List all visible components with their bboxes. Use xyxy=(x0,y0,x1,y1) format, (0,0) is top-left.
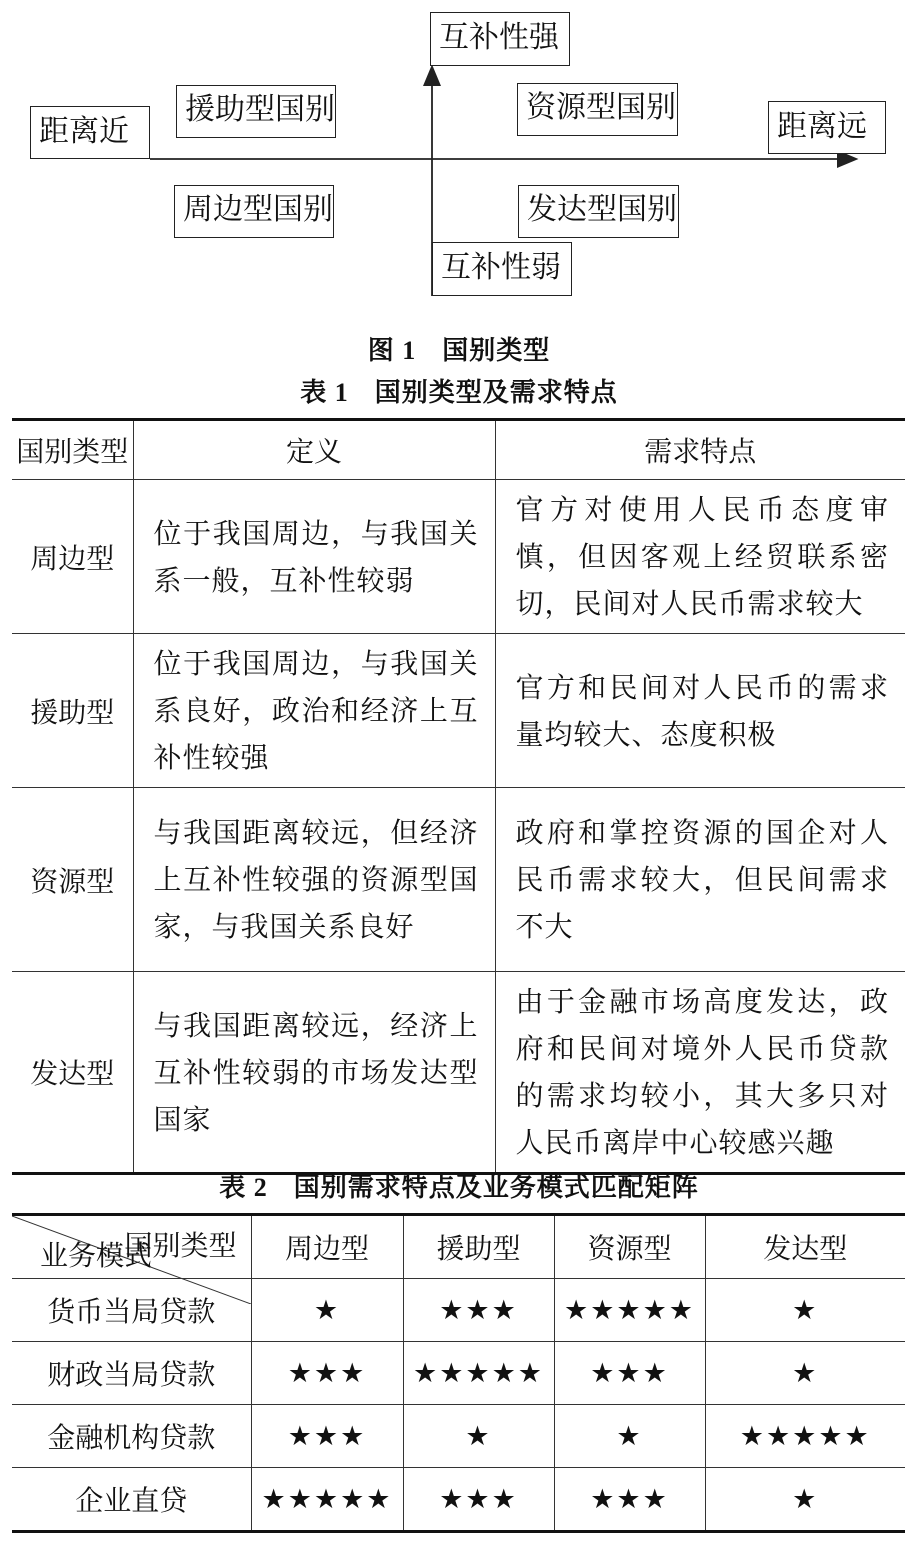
star-rating: ★★★★★ xyxy=(251,1468,403,1532)
table-2-title: 国别需求特点及业务模式匹配矩阵 xyxy=(293,1173,699,1203)
definition-cell: 位于我国周边，与我国关系一般，互补性较弱 xyxy=(133,480,495,634)
node-resource: 资源型国别 xyxy=(517,83,678,136)
star-rating: ★★★ xyxy=(554,1468,705,1532)
node-periphery: 周边型国别 xyxy=(174,185,334,238)
demand-cell: 政府和掌控资源的国企对人民币需求较大，但民间需求不大 xyxy=(495,788,905,972)
table-row xyxy=(12,1468,905,1532)
table-row xyxy=(12,1405,905,1468)
star-rating: ★ xyxy=(403,1405,554,1468)
table-row xyxy=(12,1342,905,1405)
demand-cell: 官方和民间对人民币的需求量均较大、态度积极 xyxy=(495,634,905,788)
country-type: 周边型 xyxy=(12,480,133,634)
table-1-header: 国别类型 xyxy=(12,420,133,480)
definition-cell: 与我国距离较远，经济上互补性较弱的市场发达型国家 xyxy=(133,972,495,1174)
figure-1-number: 图 1 xyxy=(367,336,417,365)
star-rating: ★ xyxy=(554,1405,705,1468)
table-1-title: 国别类型及需求特点 xyxy=(374,378,618,408)
table-row xyxy=(12,972,905,1174)
column-header: 资源型 xyxy=(554,1215,705,1279)
table-2-header-row xyxy=(12,1215,905,1279)
business-mode: 财政当局贷款 xyxy=(12,1342,251,1405)
definition-cell: 位于我国周边，与我国关系良好，政治和经济上互补性较强 xyxy=(133,634,495,788)
node-near: 距离近 xyxy=(30,106,150,159)
star-rating: ★★★ xyxy=(403,1279,554,1342)
star-rating: ★★★★★ xyxy=(705,1405,905,1468)
table-1-number: 表 1 xyxy=(300,378,349,407)
table-1 xyxy=(12,418,905,1175)
star-rating: ★ xyxy=(251,1279,403,1342)
corner-label-business-mode: 业务模式 xyxy=(40,1239,153,1272)
star-rating: ★ xyxy=(705,1279,905,1342)
star-rating: ★★★★★ xyxy=(403,1342,554,1405)
business-mode: 货币当局贷款 xyxy=(12,1279,251,1342)
country-type: 资源型 xyxy=(12,788,133,972)
star-rating: ★★★ xyxy=(403,1468,554,1532)
country-type: 援助型 xyxy=(12,634,133,788)
demand-cell: 由于金融市场高度发达，政府和民间对境外人民币贷款的需求均较小，其大多只对人民币离岸中心较感兴趣 xyxy=(495,972,905,1174)
table-1-header: 需求特点 xyxy=(495,420,905,480)
table-row xyxy=(12,788,905,972)
business-mode: 企业直贷 xyxy=(12,1468,251,1532)
star-rating: ★ xyxy=(705,1468,905,1532)
figure-1-caption xyxy=(0,330,918,367)
star-rating: ★★★★★ xyxy=(554,1279,705,1342)
node-weak: 互补性弱 xyxy=(432,242,572,296)
table-2 xyxy=(12,1213,905,1533)
node-developed: 发达型国别 xyxy=(518,185,679,238)
business-mode: 金融机构贷款 xyxy=(12,1405,251,1468)
figure-1-title: 国别类型 xyxy=(442,336,551,366)
table-1-caption xyxy=(0,372,918,409)
star-rating: ★★★ xyxy=(251,1342,403,1405)
column-header: 援助型 xyxy=(403,1215,554,1279)
diagonal-header-cell xyxy=(12,1215,251,1279)
column-header: 发达型 xyxy=(705,1215,905,1279)
definition-cell: 与我国距离较远，但经济上互补性较强的资源型国家，与我国关系良好 xyxy=(133,788,495,972)
node-far: 距离远 xyxy=(768,101,886,154)
demand-cell: 官方对使用人民币态度审慎，但因客观上经贸联系密切，民间对人民币需求较大 xyxy=(495,480,905,634)
node-aid: 援助型国别 xyxy=(176,85,336,138)
table-2-number: 表 2 xyxy=(219,1173,268,1202)
corner-label-country-type: 国别类型 xyxy=(124,1229,237,1262)
figure-1-quadrant-diagram xyxy=(0,0,918,310)
table-2-caption xyxy=(0,1167,918,1204)
star-rating: ★ xyxy=(705,1342,905,1405)
star-rating: ★★★ xyxy=(251,1405,403,1468)
table-1-header: 定义 xyxy=(133,420,495,480)
table-row xyxy=(12,634,905,788)
table-1-header-row xyxy=(12,420,905,480)
table-row xyxy=(12,480,905,634)
country-type: 发达型 xyxy=(12,972,133,1174)
star-rating: ★★★ xyxy=(554,1342,705,1405)
node-strong: 互补性强 xyxy=(430,12,570,66)
column-header: 周边型 xyxy=(251,1215,403,1279)
